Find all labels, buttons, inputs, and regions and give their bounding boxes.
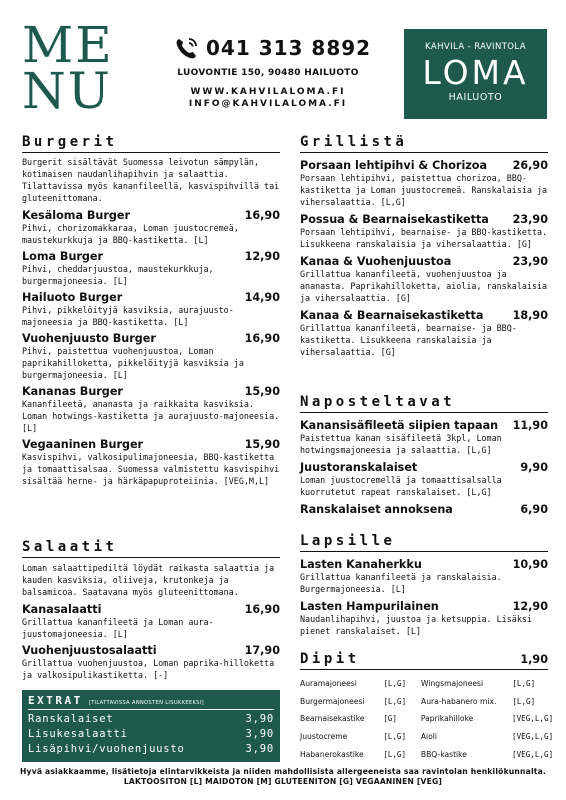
extrat-header [28,694,274,710]
brand-box [404,29,547,119]
item-name: Possua & Bearnaisekastiketta [300,213,489,226]
dip-name: Aioli [420,732,438,742]
item-price: 14,90 [244,291,280,304]
extrat-name: Lisukesalaatti [28,728,128,740]
extrat-price: 3,90 [245,713,274,725]
brand-location: HAILUOTO [448,92,503,103]
menu-item [22,603,280,640]
menu-item [300,558,548,595]
item-desc: Grillattua kananfileetä ja ranskalaisia. Burgermajoneesia. [L] [300,572,502,594]
extrat-row [28,712,274,727]
item-name: Porsaan lehtipihvi & Chorizoa [300,159,488,172]
address: LUOVONTIE 150, 90480 HAILUOTO [177,68,359,78]
website-link[interactable]: WWW.KAHVILALOMA.FI [190,87,346,97]
menu-item [22,385,280,434]
dip-row [300,693,550,711]
dip-row [300,745,554,763]
brand-name: LOMA [422,53,529,92]
section-title-dipit: Dipit [300,651,360,667]
item-desc: Porsaan lehtipihvi, paistettua chorizoa, BBQ-kastiketta ja Loman juustocremeä. Ranskalaisia ja vihersalaattia. [L,G] [300,173,548,207]
item-desc: Grillattua kananfileetä, vuohenjuustoa ja ananasta. Paprikahilloketta, aiolia, ranskalaisia ja vihersalaattia. [G] [300,269,548,303]
dipit-section [300,651,548,670]
item-name: Vuohenjuustosalaatti [22,644,157,657]
extrat-title: EXTRAT [28,694,83,707]
dip-name: Aura-habanero mix. [421,696,497,706]
item-price: 11,90 [512,419,548,432]
dip-name: Wingsmajoneesi [421,679,484,689]
menu-item [22,209,280,246]
item-desc: Pihvi, cheddarjuustoa, maustekurkkuja, burgermajoneesia. [L] [22,264,214,286]
dip-name: Habanerokastike [300,749,364,759]
item-price: 26,90 [512,159,548,172]
salaatit-intro: Loman salaattipediltä löydät raikasta salaattia ja kauden kasviksia, oliiveja, krutonkeja ja balsamicoa. Saatavana myös gluteenittomana. [22,563,275,597]
email-link[interactable]: INFO@KAHVILALOMA.FI [188,99,348,109]
item-name: Kanasalaatti [22,603,102,616]
item-desc: Pihvi, pikkelöityjä kasviksia, aurajuusto-majoneesia ja BBQ-kastiketta. [L] [22,305,234,327]
item-desc: Kananfileetä, ananasta ja raikkaita kasviksia. Loman hotwings-kastiketta ja aurajuusto-majoneesia. [L] [22,399,280,433]
menu-item [300,461,548,498]
dip-name: Juustocreme [300,732,348,742]
dip-row [300,675,550,693]
item-name: Vegaaninen Burger [22,438,144,451]
menu-item [300,159,548,208]
dip-name: Bearnaisekastike [300,714,365,724]
dip-row [300,710,554,728]
dipit-header [300,651,548,670]
item-price: 23,90 [512,213,548,226]
menu-item [22,250,280,287]
phone-number: 041 313 8892 [206,36,372,60]
section-title-grillista: Grillistä [300,134,548,153]
allergen-footer: Hyvä asiakkaamme, lisätietoja elintarvikkeista ja niiden mahdollisista allergeeneista saa ravintolan henkilökunnalta. LAKTOOSITON [L] MAIDOTON [M] GLUTEENITON [G] VEGAANINEN [VEG] [19,767,547,786]
item-name: Loma Burger [22,250,104,263]
item-desc: Paistettua kanan sisäfileetä 3kpl, Loman hotwingsmajoneesia ja salaattia. [L,G] [300,433,502,455]
phone-row [174,36,371,60]
item-name: Kanaa & Vuohenjuustoa [300,255,452,268]
menu-logo-line-2: NU [22,62,112,120]
phone-icon [174,36,200,60]
item-name: Lasten Hampurilainen [300,600,439,613]
menu-item [300,600,548,637]
menu-logo-line-1: ME [22,16,114,74]
brand-subtitle: KAHVILA - RAVINTOLA [425,42,526,52]
item-desc: Pihvi, paistettua vuohenjuustoa, Loman paprikahilloketta, pikkelöityjä kasviksia ja burgermajoneesia. [L] [22,346,244,380]
menu-item [22,332,280,381]
item-desc: Grillattua kananfileetä ja Loman aura-juustomajoneesia. [L] [22,617,214,639]
dipit-price: 1,90 [520,653,548,666]
dip-tag: [VEG,L,G] [512,749,554,759]
contact-links [172,86,364,110]
dipit-list [300,675,554,763]
item-price: 9,90 [520,461,548,474]
lapsille-section [300,533,548,637]
item-price: 6,90 [520,503,548,516]
extrat-box [22,690,280,762]
item-price: 17,90 [244,644,280,657]
extrat-name: Ranskalaiset [28,713,114,725]
dip-tag: [L,G] [383,732,407,742]
item-price: 16,90 [244,603,280,616]
naposteltavat-section [300,394,548,516]
menu-item [22,291,280,328]
item-name: Kesäloma Burger [22,209,131,222]
item-price: 16,90 [244,209,280,222]
section-title-burgerit: Burgerit [22,134,280,153]
menu-item [300,255,548,304]
menu-item [300,419,548,456]
item-name: Lasten Kanaherkku [300,558,422,571]
dip-tag: [VEG,L,G] [512,732,554,742]
section-title-salaatit: Salaatit [22,539,280,558]
item-price: 10,90 [512,558,548,571]
dip-name: BBQ-kastike [420,749,467,759]
dip-name: Paprikahilloke [420,714,474,724]
extrat-note: [TILATTAVISSA ANNOSTEN LISUKKEEKSI] [88,700,204,706]
item-price: 12,90 [244,250,280,263]
item-price: 12,90 [512,600,548,613]
item-name: Juustoranskalaiset [300,461,418,474]
extrat-row [28,742,274,757]
item-name: Kananas Burger [22,385,123,398]
dip-tag: [VEG,L,G] [512,714,554,724]
menu-item [22,438,280,487]
grillista-section [300,134,548,358]
menu-item [300,503,548,516]
dip-tag: [L,G] [512,696,536,706]
item-desc: Pihvi, chorizomakkaraa, Loman juustocremeä, maustekurkkuja ja BBQ-kastiketta. [L] [22,223,239,245]
extrat-name: Lisäpihvi/vuohenjuusto [28,743,185,755]
dip-tag: [L,G] [383,749,407,759]
extrat-price: 3,90 [245,743,274,755]
item-desc: Loman juustocremellä ja tomaattisalsalla kuorrutetut rapeat ranskalaiset. [L,G] [300,475,502,497]
item-name: Vuohenjuusto Burger [22,332,156,345]
section-title-naposteltavat: Naposteltavat [300,394,548,413]
item-desc: Porsaan lehtipihvi, bearnaise- ja BBQ-kastiketta. Lisukkeena ranskalaisia ja vihersalaattia. [G] [300,227,548,249]
menu-item [22,644,280,681]
item-price: 18,90 [512,309,548,322]
dip-tag: [L,G] [512,679,536,689]
dip-tag: [G] [383,714,397,724]
dip-row [300,728,554,746]
item-desc: Grillattua vuohenjuustoa, Loman paprika-hilloketta ja valkosipulikastiketta. [-] [22,658,275,680]
dip-tag: [L,G] [383,696,407,706]
item-name: Ranskalaiset annoksena [300,503,453,516]
dip-name: Auramajoneesi [300,679,357,689]
item-price: 15,90 [244,438,280,451]
menu-item [300,213,548,250]
burgerit-section [22,134,280,487]
extrat-row [28,727,274,742]
burgerit-intro: Burgerit sisältävät Suomessa leivotun sämpylän, kotimaisen naudanlihapihvin ja salaattia. Tilattavissa myös kananfileellä, kasvispihvillä tai gluteenittomana. [22,157,280,203]
dip-name: Burgermajoneesi [300,696,365,706]
item-name: Hailuoto Burger [22,291,123,304]
item-name: Kanaa & Bearnaisekastiketta [300,309,484,322]
salaatit-section [22,539,280,681]
menu-item [300,309,548,358]
item-desc: Kasvispihvi, valkosipulimajoneesia, BBQ-kastiketta ja tomaattisalsaa. Suomessa valmistettu kasvispihvi sisältää herne- ja härkäpapuproteiinia. [VEG,M,L] [22,452,280,486]
item-name: Kanansisäfileetä siipien tapaan [300,419,499,432]
item-price: 16,90 [244,332,280,345]
dip-tag: [L,G] [383,679,407,689]
item-price: 23,90 [512,255,548,268]
item-desc: Grillattua kananfileetä, bearnaise- ja BBQ-kastiketta. Lisukkeena ranskalaisia ja vihersalaattia. [G] [300,323,517,357]
extrat-price: 3,90 [245,728,274,740]
item-price: 15,90 [244,385,280,398]
section-title-lapsille: Lapsille [300,533,548,552]
item-desc: Naudanlihapihvi, juustoa ja ketsuppia. Lisäksi pienet ranskalaiset. [L] [300,614,532,636]
menu-logo [22,16,122,120]
